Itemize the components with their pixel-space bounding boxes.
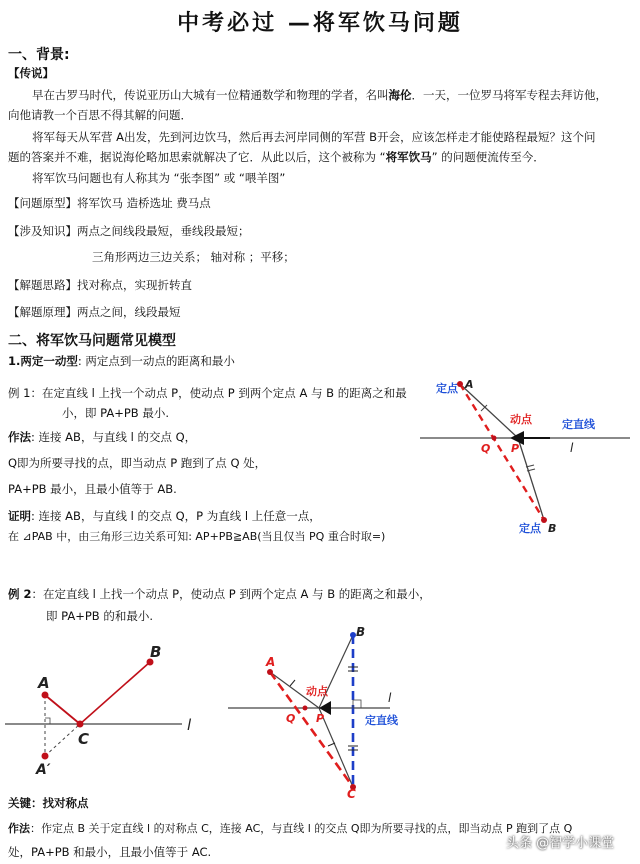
example-2-line-2: 即 PA+PB 的和最小. [46, 609, 153, 623]
key-label: 关键 [8, 796, 31, 810]
label-a: A [38, 674, 50, 692]
method-text: ：作定点 B 关于定直线 l 的对称点 C，连接 AC，与直线 l 的交点 Q即为所要寻找的点，即当动点 P 跑到了点 Q [30, 822, 573, 835]
label-fixed-point-bottom: 定点 [519, 522, 541, 535]
legend-name: 海伦 [388, 88, 412, 102]
label-p: P [511, 442, 520, 455]
label-l: l [388, 691, 392, 705]
label-aprime: A′ [36, 762, 51, 778]
label-a: A [465, 378, 474, 391]
figure-1-diagram [415, 372, 640, 544]
label-q: Q [481, 442, 491, 455]
right-angle-mark [45, 718, 50, 724]
point-a [267, 669, 273, 675]
legend-paragraph-3: 将军饮马问题也有人称其为 “张李图” 或 “喂羊图” [32, 171, 286, 185]
knowledge-line-2: 三角形两边三边关系； 轴对称 ；平移； [92, 250, 295, 264]
method-2-line-1 [8, 822, 572, 836]
legend-text: ” 的问题便流传至今． [431, 150, 545, 164]
label-fixed-point-top: 定点 [436, 382, 458, 395]
legend-text-line: 向他请教一个百思不得其解的问题． [8, 108, 192, 122]
label-b: B [356, 625, 366, 639]
figure-2-diagram [0, 640, 210, 780]
label-q: Q [286, 712, 296, 725]
method-1-line-2: Q即为所要寻找的点，即当动点 P 跑到了点 Q 处， [8, 456, 267, 470]
method-1-line-1 [8, 430, 196, 444]
proof-text: : 连接 AB，与直线 l 的交点 Q，P 为直线 l 上任意一点， [31, 509, 321, 523]
section-heading-models: 二、将军饮马问题常见模型 [8, 333, 176, 349]
method-text: : 连接 AB，与直线 l 的交点 Q， [31, 430, 197, 444]
proof-line-2: 在 ⊿PAB 中，由三角形三边关系可知: AP+PB≧AB(当且仅当 PQ 重合时取=) [8, 530, 386, 543]
label-b: B [548, 522, 557, 535]
label-l: l [187, 716, 192, 734]
method-2-line-2: 处，PA+PB 和最小，且最小值等于 AC. [8, 845, 212, 859]
point-aprime [42, 753, 49, 760]
label-fixed-line: 定直线 [562, 418, 595, 431]
legend-term: 将军饮马 [385, 150, 432, 164]
point-b [541, 517, 547, 523]
legend-tag: 【传说】 [8, 66, 54, 80]
section-heading-background: 一、背景: [8, 47, 70, 63]
label-b: B [150, 643, 162, 661]
tick-mark [328, 743, 335, 746]
solution-idea: 【解题思路】找对称点，实现折转直 [8, 278, 192, 292]
watermark: 头条 @智学小课堂 [506, 836, 615, 851]
example-2-line-1 [8, 587, 431, 601]
label-c: C [347, 787, 356, 800]
legend-text: 题的答案并不难，据说海伦略加思索就解决了它．从此以后，这个被称为 “ [8, 150, 386, 164]
label-p: P [316, 712, 325, 725]
point-a [42, 692, 49, 699]
label-c: C [78, 730, 90, 748]
example-1-line-2: 小，即 PA+PB 最小. [62, 406, 169, 420]
label-l: l [570, 441, 574, 455]
key-text: ：找对称点 [31, 796, 89, 810]
point-q [303, 706, 308, 711]
label-a: A [266, 655, 276, 669]
legend-text: 早在古罗马时代，传说亚历山大城有一位精通数学和物理的学者，名叫 [32, 88, 389, 102]
label-moving-point: 动点 [306, 685, 328, 698]
segment-ab-dashed [460, 384, 544, 520]
method-label: 作法 [8, 822, 30, 835]
point-c [77, 721, 84, 728]
proof-line-1 [8, 509, 321, 523]
example-1-line-1: 例 1：在定直线 l 上找一个动点 P，使动点 P 到两个定点 A 与 B 的距离之和最 [8, 386, 407, 400]
proof-label: 证明 [8, 509, 31, 523]
model-1-heading [8, 354, 235, 368]
label-moving-point: 动点 [510, 413, 532, 426]
legend-paragraph-1 [32, 88, 607, 102]
problem-prototype: 【问题原型】将军饮马 造桥选址 费马点 [8, 196, 211, 210]
example-2-text: ：在定直线 l 上找一个动点 P，使动点 P 到两个定点 A 与 B 的距离之和最小， [31, 587, 431, 601]
key-line [8, 796, 89, 810]
model-desc: : 两定点到一动点的距离和最小 [77, 354, 235, 368]
point-q [492, 436, 497, 441]
segment-pb [518, 438, 544, 520]
tick-mark [290, 680, 295, 686]
method-1-line-3: PA+PB 最小，且最小值等于 AB. [8, 482, 177, 496]
label-fixed-line: 定直线 [365, 714, 398, 727]
segment-aprime-c-dashed [45, 724, 80, 756]
method-label: 作法 [8, 430, 31, 444]
legend-text: ．一天，一位罗马将军专程去拜访他， [411, 88, 607, 102]
page-title: 中考必过 —将军饮马问题 [177, 11, 463, 36]
legend-paragraph-2b [8, 150, 545, 164]
figure-3-diagram [222, 622, 412, 800]
example-2-label: 例 2 [8, 587, 32, 601]
legend-paragraph-2: 将军每天从军营 A出发，先到河边饮马，然后再去河岸同侧的军营 B开会，应该怎样走才能使路程最短？这个问 [32, 130, 596, 144]
segment-cb [80, 662, 150, 724]
model-number: 1. [8, 354, 21, 368]
knowledge-line-1: 【涉及知识】两点之间线段最短，垂线段最短； [8, 224, 250, 238]
model-title: 两定一动型 [20, 354, 78, 368]
solution-principle: 【解题原理】两点之间，线段最短 [8, 305, 181, 319]
